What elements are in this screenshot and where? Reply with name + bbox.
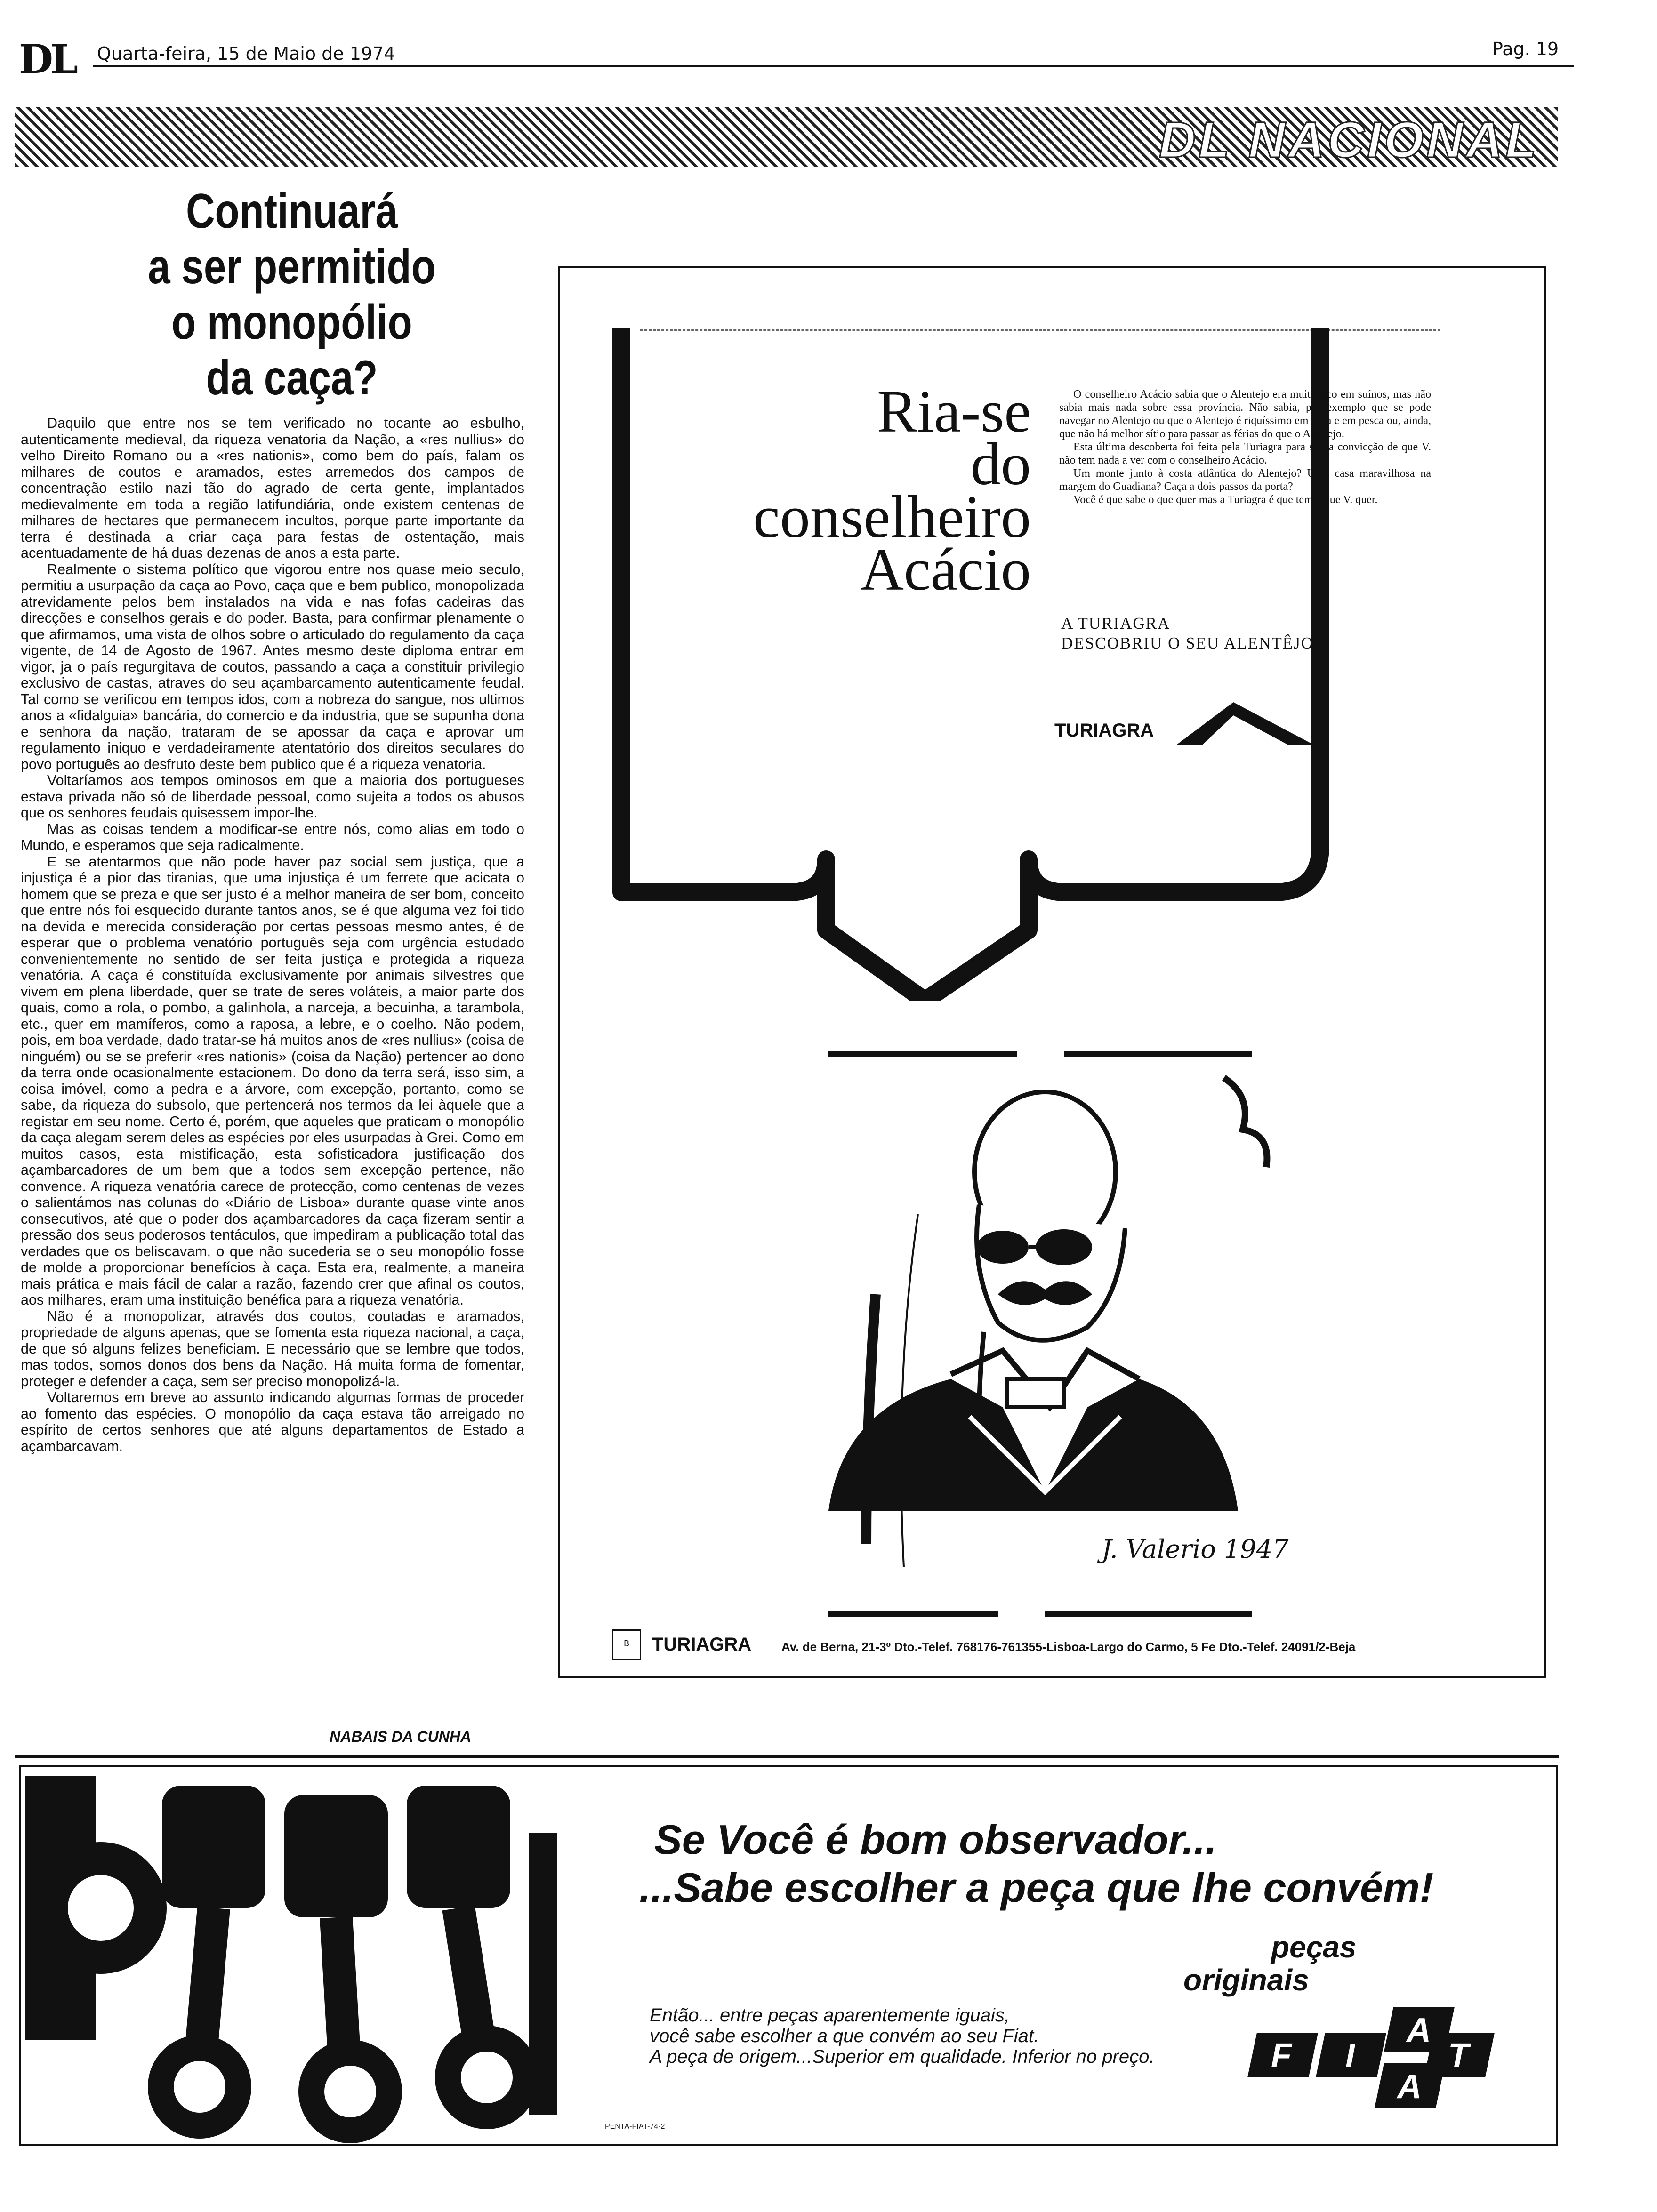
fiat-logo-letter: A <box>1407 2012 1431 2049</box>
ad-title-line: Ria-se <box>877 378 1031 445</box>
ad-title-line: Acácio <box>860 536 1031 603</box>
headline-line: Continuará <box>185 184 398 239</box>
ad-title-line: do <box>971 431 1031 497</box>
ad-body-paragraph: Esta última descoberta foi feita pela Turiagra para si, na convicção de que V. não tem nada a ver com o conselheiro Acácio. <box>1059 441 1431 466</box>
article-headline <box>76 184 508 406</box>
article-paragraph: Não é a monopolizar, através dos coutos, coutadas e aramados, propriedade de alguns apenas, que se fomenta esta riqueza nacional, a caça, de que só alguns felizes beneficiam. E necessário que se lembre que todos, mas todos, somos donos dos bens da Nação. Há muita forma de fomentar, proteger e defender a caça, sem ser preciso monopolizá-la. <box>21 1308 524 1389</box>
article-paragraph: Voltaremos em breve ao assunto indicando algumas formas de proceder ao fomento das espécies. O monopólio da caça estava tão arreigado no espírito de certos senhores que até alguns departamentos de Estado a açambarcavam. <box>21 1389 524 1454</box>
page-number: Pag. 19 <box>1492 39 1559 59</box>
fiat-copy-line: Então... entre peças aparentemente iguais, <box>650 2005 1010 2026</box>
fiat-logo-letter: F <box>1271 2037 1292 2075</box>
fiat-tagline-2: originais <box>1183 1963 1309 1997</box>
ad-body-copy <box>1059 388 1431 506</box>
article-paragraph: Voltaríamos aos tempos ominosos em que a maioria dos portugueses estava privada não só de liberdade pessoal, como sujeita a todos os abusos que os senhores feudais quisessem impor-lhe. <box>21 772 524 821</box>
article-body <box>21 415 524 1705</box>
article-paragraph: Mas as coisas tendem a modificar-se entre nós, como alias em todo o Mundo, e esperamos que seja radicalmente. <box>21 821 524 853</box>
ad-body-paragraph: Você é que sabe o que quer mas a Turiagra é que tem o que V. quer. <box>1073 494 1378 506</box>
fiat-ad-code: PENTA-FIAT-74-2 <box>605 2123 665 2131</box>
header-rule <box>93 65 1574 67</box>
fiat-body-copy <box>650 2005 1154 2067</box>
fiat-logo-letter: I <box>1345 2037 1355 2075</box>
caricature-illustration <box>800 1050 1318 1628</box>
headline-line: da caça? <box>206 351 378 405</box>
fiat-tagline-1: peças <box>1271 1930 1357 1964</box>
fiat-logo-letter: A <box>1397 2068 1422 2106</box>
ad-body-paragraph: Um monte junto à costa atlântica do Alentejo? Uma casa maravilhosa na margem do Guadiana? Caça a dois passos da porta? <box>1059 467 1431 493</box>
fiat-logo-letter: T <box>1448 2037 1469 2075</box>
ad-body-paragraph: O conselheiro Acácio sabia que o Alentejo era muito rico em suínos, mas não sabia mais nada sobre essa província. Não sabia, por exemplo que se pode navegar no Alentejo ou que o Alentejo é riquíssimo em caça e em pesca ou, ainda, que não há melhor sítio para passar as férias do que o Alentejo. <box>1059 388 1431 440</box>
ad-footer-brand: TURIAGRA <box>652 1634 752 1655</box>
fiat-copy-line: A peça de origem...Superior em qualidade. Inferior no preço. <box>650 2046 1155 2067</box>
headline-line: o monopólio <box>171 295 412 350</box>
fiat-headline-1: Se Você é bom observador... <box>654 1816 1217 1863</box>
article-paragraph: Daquilo que entre nos se tem verificado no tocante ao esbulho, autenticamente medieval, da riqueza venatoria da Nação, a «res nullius» do velho Direito Romano ou a «res nationis», como bem do país, falam os milhares de coutos e aramados, estes arremedos dos campos de concentração estilo nazi tão do agrado de certa gente, implantados medievalmente em toda a região latifundiária, onde existem centenas de milhares de hectares que permanecem incultos, porque parte importante da terra é destinada a criar caça para festas de ostentação, mais acentuadamente de há duas dezenas de anos a esta parte. <box>21 415 524 561</box>
masthead-logo: DL <box>19 36 75 82</box>
engine-parts-photo <box>21 1767 595 2143</box>
article-paragraph: E se atentarmos que não pode haver paz social sem justiça, que a injustiça é a pior das tiranias, que uma injustiça é um ferrete que acicata o homem que se preza e que ser justo é a melhor maneira de ser bom, conceito que entre nós foi esquecido durante tantos anos, se é que alguma vez foi tido na devida e merecida consideração por certas pessoas mesmo antes, é de esperar que o problema venatório português seja com urgência estudado convenientemente no sentido de ser feita justiça e protegida a riqueza venatória. A caça é constituída exclusivamente por animais silvestres que vivem em plena liberdade, quer se trate de seres voláteis, a maior parte dos quais, como a rola, o pombo, a galinhola, a narceja, a becuinha, a tarambola, etc., quer em mamíferos, como a raposa, a lebre, e o coelho. Não podem, pois, em boa verdade, dado tratar-se há muitos anos de «res nullius» (coisa de ninguém) ou se se preferir «res nationis» (coisa da Nação) pertencer ao dono da terra onde ocasionalmente estacionem. Do dono da terra será, isso sim, a coisa imóvel, como a pedra e a árvore, com excepção, portanto, como se sabe, da riqueza do subsolo, que pertencerá nos termos da lei àquele que a registar em seu nome. Certo é, porém, que aqueles que praticam o monopólio da caça alegam serem deles as espécies por eles usurpadas à Grei. Como em muitos casos, esta mistificação, esta sofisticadora justificação dos açambarcadores de um bem que a todos sem excepção pertence, não convence. A riqueza venatória carece de protecção, como centenas de vezes o salientámos nas colunas do «Diário de Lisboa» durante quase vinte anos consecutivos, até que o poder dos açambarcadores da caça fizeram sentir a pressão dos seus poderosos tentáculos, que impediram a publicação total das verdades que os beliscavam, o que não sucederia se o seu monopólio fosse de molde a proporcionar benefícios à caça. Esta era, realmente, a maneira mais prática e mais fácil de calar a razão, fazendo crer que afinal os coutos, aos milhares, eram uma instituição benéfica para a riqueza venatória. <box>21 853 524 1308</box>
ad-claim-line: A TURIAGRA <box>1061 614 1171 633</box>
fiat-headline-2: ...Sabe escolher a peça que lhe convém! <box>639 1864 1434 1911</box>
article-paragraph: Realmente o sistema político que vigorou entre nos quase meio seculo, permitiu a usurpação da caça ao Povo, caça que e bem publico, monopolizada atrevidamente pelos bem instalados na vida e nas fofas cadeiras das direcções e conselhos gerais e do poder. Basta, para confirmar plenamente o que afirmamos, uma vista de olhos sobre o articulado do regulamento da caça vigente, de 14 de Agosto de 1967. Antes mesmo deste diploma entrar em vigor, ja o país regurgitava de coutos, passando a caça a constituir privilegio exclusivo de castas, atraves do seu açambarcamento autenticamente feudal. Tal como se verificou em tempos idos, com a nobreza do sangue, nos ultimos anos a «fidalguia» bancária, do comercio e da industria, que se supunha dona e senhora da nação, trataram de se apossar da caça e aprovar um regulamento iniquo e verdadeiramente atentatório dos direitos seculares do povo português ao desfruto deste bem publico que é a riqueza venatoria. <box>21 561 524 772</box>
fiat-logo <box>1243 2007 1497 2115</box>
ad-claim-line: DESCOBRIU O SEU ALENTÊJO <box>1061 634 1314 652</box>
ad-footer-address: Av. de Berna, 21-3º Dto.-Telef. 768176-761355-Lisboa-Largo do Carmo, 5 Fe Dto.-Telef. 24091/2-Beja <box>781 1640 1356 1654</box>
ad-title <box>701 378 1031 603</box>
ad-title-line: conselheiro <box>753 483 1031 550</box>
illustration-signature: J. Valerio 1947 <box>1102 1534 1289 1564</box>
turiagra-brand: TURIAGRA <box>1054 720 1154 741</box>
fiat-copy-line: você sabe escolher a que convém ao seu Fiat. <box>650 2026 1039 2046</box>
issue-date: Quarta-feira, 15 de Maio de 1974 <box>97 43 395 64</box>
ad-arrow-frame <box>558 266 1546 1001</box>
fiat-top-rule <box>15 1755 1559 1758</box>
agency-mark: B <box>612 1629 641 1660</box>
article-byline: NABAIS DA CUNHA <box>330 1728 472 1745</box>
turiagra-logo-icon <box>1177 702 1313 745</box>
section-label: DL NACIONAL <box>1159 111 1539 168</box>
ad-claim <box>1061 614 1314 653</box>
section-banner <box>15 107 1558 167</box>
headline-line: a ser permitido <box>148 240 436 294</box>
